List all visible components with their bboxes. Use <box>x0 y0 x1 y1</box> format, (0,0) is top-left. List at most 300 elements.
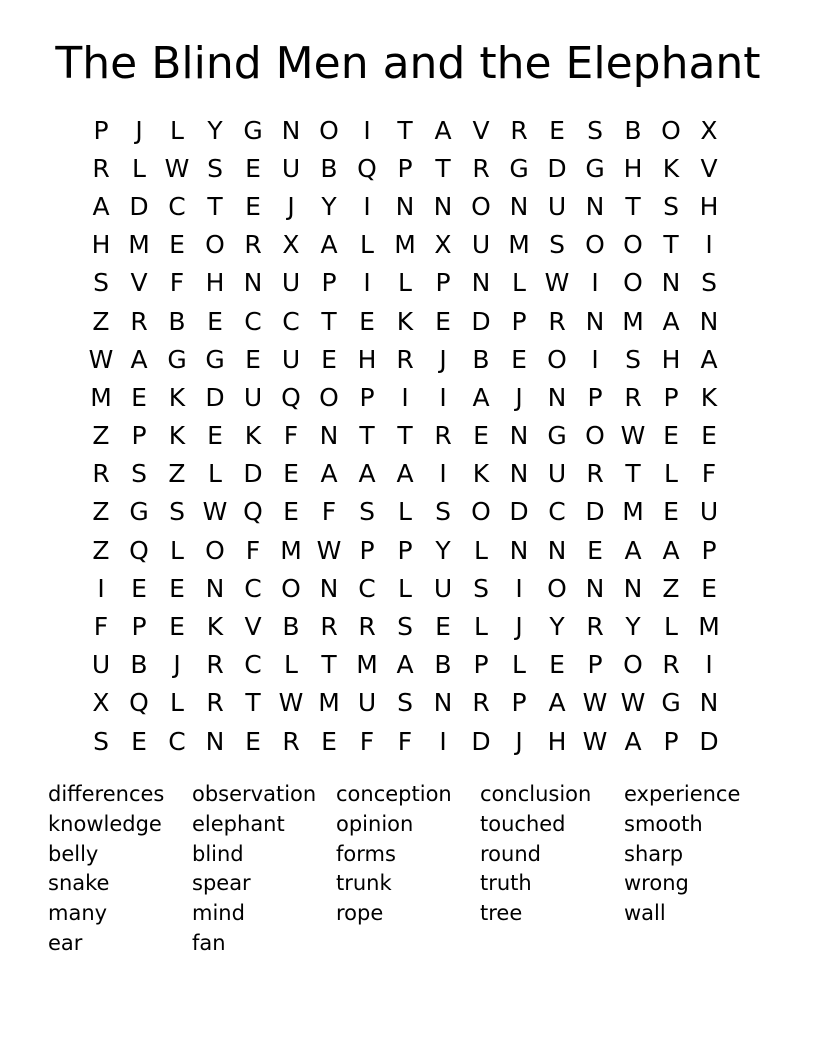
grid-letter: A <box>92 191 110 221</box>
grid-letter: C <box>168 726 186 756</box>
grid-letter: P <box>131 612 147 642</box>
grid-letter: W <box>88 344 114 374</box>
grid-letter: D <box>243 459 263 489</box>
grid-letter: M <box>622 306 644 336</box>
grid-letter: J <box>439 344 447 374</box>
grid-letter: P <box>359 535 375 565</box>
grid-letter: N <box>319 573 339 603</box>
word-list <box>48 780 768 959</box>
grid-letter: N <box>433 688 453 718</box>
word-list-item: elephant <box>192 811 285 836</box>
grid-letter: R <box>206 650 224 680</box>
grid-letter: A <box>396 459 414 489</box>
grid-letter: R <box>586 459 604 489</box>
grid-letter: E <box>549 650 565 680</box>
grid-letter: K <box>244 421 262 451</box>
grid-letter: C <box>548 497 566 527</box>
grid-letter: R <box>244 230 262 260</box>
grid-letter: G <box>167 344 187 374</box>
grid-letter: T <box>435 153 451 183</box>
grid-letter: E <box>131 382 147 412</box>
grid-letter: Y <box>207 115 223 145</box>
grid-letter: T <box>625 459 641 489</box>
grid-letter: F <box>397 726 413 756</box>
grid-letter: M <box>318 688 340 718</box>
grid-letter: N <box>319 421 339 451</box>
grid-letter: L <box>664 459 678 489</box>
grid-letter: P <box>587 382 603 412</box>
word-list-item: many <box>48 901 108 926</box>
grid-letter: D <box>205 382 225 412</box>
grid-letter: E <box>283 497 299 527</box>
grid-letter: R <box>358 612 376 642</box>
word-list-item: trunk <box>336 871 392 896</box>
grid-letter: U <box>699 497 719 527</box>
grid-letter: I <box>363 115 371 145</box>
grid-letter: B <box>320 153 338 183</box>
grid-letter: Y <box>435 535 451 565</box>
grid-letter: R <box>320 612 338 642</box>
grid-letter: N <box>547 382 567 412</box>
grid-letter: L <box>398 573 412 603</box>
grid-letter: E <box>245 153 261 183</box>
grid-letter: C <box>168 191 186 221</box>
word-list-item: forms <box>336 841 396 866</box>
grid-letter: U <box>281 153 301 183</box>
grid-letter: E <box>169 612 185 642</box>
grid-letter: L <box>284 650 298 680</box>
grid-letter: R <box>548 306 566 336</box>
grid-letter: R <box>206 688 224 718</box>
grid-letter: K <box>168 382 186 412</box>
grid-letter: I <box>591 268 599 298</box>
grid-letter: D <box>699 726 719 756</box>
grid-letter: T <box>397 115 413 145</box>
grid-letter: C <box>244 650 262 680</box>
grid-letter: W <box>620 421 646 451</box>
grid-letter: B <box>282 612 300 642</box>
grid-letter: A <box>662 535 680 565</box>
grid-letter: Z <box>92 421 110 451</box>
grid-letter: F <box>169 268 185 298</box>
grid-letter: T <box>625 191 641 221</box>
grid-letter: J <box>287 191 295 221</box>
grid-letter: N <box>623 573 643 603</box>
grid-letter: E <box>131 726 147 756</box>
grid-letter: I <box>401 382 409 412</box>
grid-letter: O <box>623 268 643 298</box>
grid-letter: A <box>320 230 338 260</box>
grid-letter: D <box>471 306 491 336</box>
grid-letter: I <box>705 650 713 680</box>
grid-letter: K <box>206 612 224 642</box>
grid-letter: K <box>168 421 186 451</box>
grid-letter: E <box>131 573 147 603</box>
grid-letter: R <box>662 650 680 680</box>
grid-letter: N <box>509 459 529 489</box>
grid-letter: E <box>321 344 337 374</box>
grid-letter: E <box>511 344 527 374</box>
grid-letter: I <box>363 191 371 221</box>
word-list-item: wrong <box>624 871 689 896</box>
grid-letter: W <box>544 268 570 298</box>
grid-letter: O <box>623 230 643 260</box>
grid-letter: N <box>509 421 529 451</box>
grid-letter: D <box>471 726 491 756</box>
grid-letter: M <box>356 650 378 680</box>
grid-letter: P <box>663 382 679 412</box>
grid-letter: M <box>280 535 302 565</box>
grid-letter: W <box>202 497 228 527</box>
grid-letter: Q <box>129 535 149 565</box>
page-title: The Blind Men and the Elephant <box>55 38 761 89</box>
grid-letter: A <box>396 650 414 680</box>
grid-letter: O <box>319 382 339 412</box>
grid-letter: T <box>245 688 261 718</box>
grid-letter: A <box>624 535 642 565</box>
grid-letter: U <box>547 191 567 221</box>
word-list-item: opinion <box>336 811 414 836</box>
grid-letter: R <box>434 421 452 451</box>
grid-letter: P <box>397 153 413 183</box>
grid-letter: W <box>582 688 608 718</box>
grid-letter: O <box>547 344 567 374</box>
grid-letter: L <box>512 268 526 298</box>
grid-letter: A <box>320 459 338 489</box>
grid-letter: M <box>128 230 150 260</box>
word-list-item: fan <box>192 930 226 955</box>
word-list-item: tree <box>480 901 523 926</box>
grid-letter: W <box>316 535 342 565</box>
word-list-item: rope <box>336 901 384 926</box>
grid-letter: J <box>515 612 523 642</box>
grid-letter: X <box>282 230 300 260</box>
grid-letter: V <box>130 268 148 298</box>
grid-letter: O <box>471 497 491 527</box>
grid-letter: E <box>663 497 679 527</box>
grid-letter: O <box>547 573 567 603</box>
word-list-item: wall <box>624 901 666 926</box>
word-list-item: experience <box>624 782 741 806</box>
grid-letter: T <box>321 650 337 680</box>
grid-letter: U <box>281 268 301 298</box>
grid-letter: S <box>625 344 641 374</box>
grid-letter: P <box>93 115 109 145</box>
word-list-item: conception <box>336 782 452 806</box>
grid-letter: R <box>130 306 148 336</box>
grid-letter: E <box>169 230 185 260</box>
grid-letter: K <box>700 382 718 412</box>
grid-letter: G <box>243 115 263 145</box>
grid-letter: E <box>663 421 679 451</box>
grid-letter: G <box>129 497 149 527</box>
grid-letter: T <box>663 230 679 260</box>
grid-letter: I <box>515 573 523 603</box>
grid-letter: J <box>173 650 181 680</box>
grid-letter: N <box>585 573 605 603</box>
grid-letter: P <box>131 421 147 451</box>
grid-letter: R <box>92 153 110 183</box>
grid-letter: H <box>91 230 111 260</box>
grid-letter: E <box>359 306 375 336</box>
word-list-item: observation <box>192 782 317 806</box>
grid-letter: O <box>585 421 605 451</box>
grid-letter: I <box>439 726 447 756</box>
grid-letter: Q <box>243 497 263 527</box>
grid-letter: A <box>358 459 376 489</box>
grid-letter: I <box>591 344 599 374</box>
word-list-item: conclusion <box>480 782 592 806</box>
grid-letter: U <box>547 459 567 489</box>
grid-letter: S <box>473 573 489 603</box>
grid-letter: M <box>622 497 644 527</box>
grid-letter: E <box>283 459 299 489</box>
grid-letter: S <box>169 497 185 527</box>
grid-letter: F <box>245 535 261 565</box>
grid-letter: S <box>359 497 375 527</box>
grid-letter: S <box>207 153 223 183</box>
grid-letter: R <box>624 382 642 412</box>
grid-letter: R <box>510 115 528 145</box>
grid-letter: W <box>582 726 608 756</box>
word-list-item: knowledge <box>48 811 162 836</box>
grid-letter: W <box>164 153 190 183</box>
grid-letter: G <box>509 153 529 183</box>
grid-letter: O <box>205 535 225 565</box>
grid-letter: B <box>624 115 642 145</box>
word-list-item: blind <box>192 841 244 866</box>
grid-letter: P <box>701 535 717 565</box>
grid-letter: T <box>321 306 337 336</box>
grid-letter: N <box>661 268 681 298</box>
grid-letter: O <box>471 191 491 221</box>
grid-letter: P <box>511 688 527 718</box>
grid-letter: R <box>472 153 490 183</box>
grid-letter: Y <box>625 612 641 642</box>
grid-letter: A <box>624 726 642 756</box>
grid-letter: L <box>398 497 412 527</box>
grid-letter: N <box>585 191 605 221</box>
grid-letter: S <box>131 459 147 489</box>
grid-letter: R <box>282 726 300 756</box>
grid-letter: P <box>511 306 527 336</box>
grid-letter: G <box>661 688 681 718</box>
grid-letter: N <box>281 115 301 145</box>
grid-letter: E <box>435 612 451 642</box>
grid-letter: E <box>701 421 717 451</box>
grid-letter: O <box>205 230 225 260</box>
grid-letter: E <box>207 306 223 336</box>
grid-letter: D <box>509 497 529 527</box>
grid-letter: A <box>700 344 718 374</box>
grid-letter: A <box>662 306 680 336</box>
grid-letter: Z <box>662 573 680 603</box>
grid-letter: I <box>705 230 713 260</box>
grid-letter: N <box>395 191 415 221</box>
grid-letter: V <box>700 153 718 183</box>
grid-letter: S <box>663 191 679 221</box>
grid-letter: N <box>509 191 529 221</box>
grid-letter: E <box>245 191 261 221</box>
grid-letter: S <box>93 726 109 756</box>
grid-letter: Y <box>321 191 337 221</box>
grid-letter: N <box>243 268 263 298</box>
grid-letter: K <box>396 306 414 336</box>
grid-letter: I <box>97 573 105 603</box>
grid-letter: A <box>130 344 148 374</box>
grid-letter: L <box>170 115 184 145</box>
grid-letter: N <box>205 726 225 756</box>
grid-letter: F <box>321 497 337 527</box>
grid-letter: I <box>439 382 447 412</box>
grid-letter: N <box>699 688 719 718</box>
grid-letter: M <box>508 230 530 260</box>
grid-letter: I <box>439 459 447 489</box>
grid-letter: S <box>549 230 565 260</box>
grid-letter: B <box>130 650 148 680</box>
grid-letter: L <box>132 153 146 183</box>
grid-letter: E <box>207 421 223 451</box>
grid-letter: P <box>473 650 489 680</box>
grid-letter: E <box>435 306 451 336</box>
grid-letter: E <box>245 726 261 756</box>
grid-letter: F <box>701 459 717 489</box>
grid-letter: U <box>357 688 377 718</box>
grid-letter: H <box>623 153 643 183</box>
grid-letter: N <box>509 535 529 565</box>
grid-letter: T <box>359 421 375 451</box>
grid-letter: K <box>662 153 680 183</box>
word-list-item: differences <box>48 782 165 806</box>
grid-letter: E <box>321 726 337 756</box>
grid-letter: T <box>207 191 223 221</box>
grid-letter: H <box>699 191 719 221</box>
grid-letter: N <box>547 535 567 565</box>
word-list-item: sharp <box>624 841 684 866</box>
grid-letter: C <box>244 306 262 336</box>
grid-letter: L <box>474 612 488 642</box>
grid-letter: L <box>170 688 184 718</box>
grid-letter: O <box>281 573 301 603</box>
grid-letter: S <box>587 115 603 145</box>
grid-letter: W <box>620 688 646 718</box>
word-list-item: touched <box>480 811 566 836</box>
grid-letter: K <box>472 459 490 489</box>
grid-letter: B <box>472 344 490 374</box>
grid-letter: G <box>585 153 605 183</box>
grid-letter: S <box>701 268 717 298</box>
grid-letter: D <box>129 191 149 221</box>
grid-letter: P <box>663 726 679 756</box>
grid-letter: G <box>547 421 567 451</box>
word-list-item: mind <box>192 901 245 926</box>
grid-letter: R <box>586 612 604 642</box>
grid-letter: R <box>92 459 110 489</box>
grid-letter: O <box>585 230 605 260</box>
grid-letter: B <box>168 306 186 336</box>
grid-letter: L <box>208 459 222 489</box>
grid-letter: N <box>471 268 491 298</box>
grid-letter: N <box>433 191 453 221</box>
grid-letter: Q <box>129 688 149 718</box>
word-list-item: round <box>480 841 541 866</box>
grid-letter: X <box>434 230 452 260</box>
grid-letter: J <box>135 115 143 145</box>
grid-letter: L <box>474 535 488 565</box>
grid-letter: M <box>698 612 720 642</box>
grid-letter: E <box>701 573 717 603</box>
grid-letter: J <box>515 726 523 756</box>
grid-letter: R <box>396 344 414 374</box>
grid-letter: X <box>700 115 718 145</box>
grid-letter: Z <box>92 497 110 527</box>
grid-letter: A <box>434 115 452 145</box>
grid-letter: Z <box>92 306 110 336</box>
grid-letter: M <box>90 382 112 412</box>
grid-letter: V <box>244 612 262 642</box>
grid-letter: P <box>397 535 413 565</box>
grid-letter: U <box>433 573 453 603</box>
grid-letter: P <box>321 268 337 298</box>
word-list-item: snake <box>48 871 110 896</box>
grid-letter: P <box>435 268 451 298</box>
grid-letter: B <box>434 650 452 680</box>
grid-letter: L <box>398 268 412 298</box>
grid-letter: E <box>549 115 565 145</box>
grid-letter: E <box>245 344 261 374</box>
grid-letter: U <box>471 230 491 260</box>
grid-letter: S <box>397 612 413 642</box>
grid-letter: X <box>92 688 110 718</box>
grid-letter: T <box>397 421 413 451</box>
grid-letter: M <box>394 230 416 260</box>
grid-letter: V <box>472 115 490 145</box>
grid-letter: P <box>359 382 375 412</box>
grid-letter: D <box>547 153 567 183</box>
grid-letter: F <box>359 726 375 756</box>
grid-letter: S <box>435 497 451 527</box>
grid-letter: U <box>243 382 263 412</box>
grid-letter: Z <box>168 459 186 489</box>
grid-letter: H <box>357 344 377 374</box>
word-list-item: truth <box>480 871 532 896</box>
grid-letter: Y <box>549 612 565 642</box>
grid-letter: Q <box>281 382 301 412</box>
grid-letter: G <box>205 344 225 374</box>
grid-letter: R <box>472 688 490 718</box>
word-list-item: spear <box>192 871 251 896</box>
grid-letter: N <box>585 306 605 336</box>
grid-letter: O <box>623 650 643 680</box>
word-list-item: belly <box>48 841 99 866</box>
grid-letter: I <box>363 268 371 298</box>
grid-letter: A <box>472 382 490 412</box>
grid-letter: O <box>661 115 681 145</box>
grid-letter: L <box>512 650 526 680</box>
grid-letter: P <box>587 650 603 680</box>
word-list-item: ear <box>48 930 83 955</box>
word-list-item: smooth <box>624 811 703 836</box>
grid-letter: N <box>205 573 225 603</box>
grid-letter: A <box>548 688 566 718</box>
grid-letter: E <box>169 573 185 603</box>
grid-letter: F <box>93 612 109 642</box>
grid-letter: E <box>587 535 603 565</box>
grid-letter: C <box>282 306 300 336</box>
grid-letter: U <box>91 650 111 680</box>
grid-letter: N <box>699 306 719 336</box>
grid-letter: J <box>515 382 523 412</box>
